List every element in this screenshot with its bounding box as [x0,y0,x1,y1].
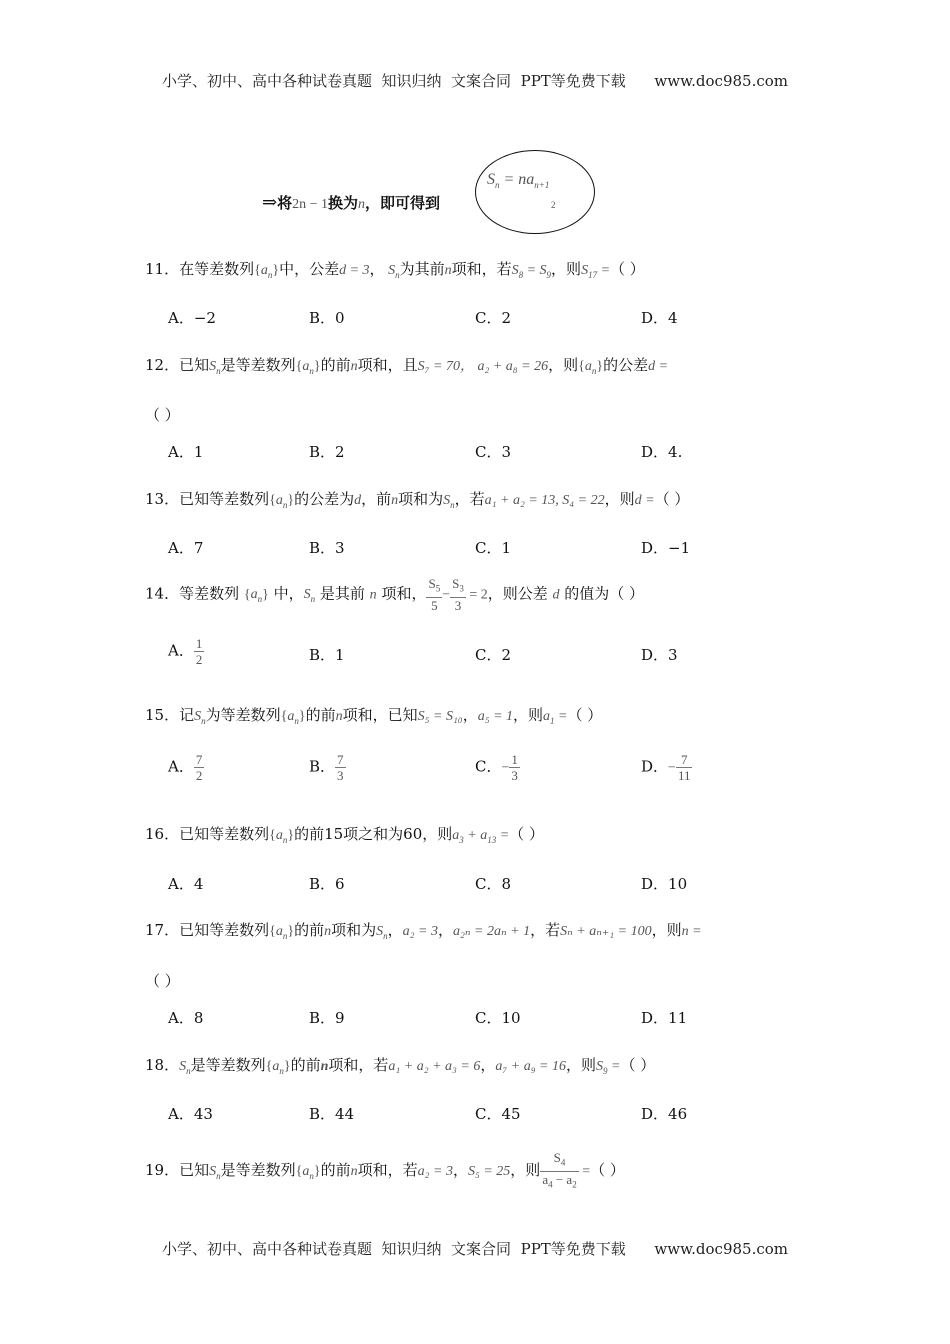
formula-sn-denominator: 2 [551,200,556,210]
option-b[interactable]: B．3 [309,539,345,557]
option-a[interactable]: A．4 [168,875,204,893]
option-c[interactable]: C．8 [475,875,512,893]
question-12-paren: （ ） [145,406,180,424]
option-d[interactable]: D．4 [641,309,678,327]
option-b[interactable]: B．9 [309,1009,345,1027]
option-c[interactable]: C．− $\frac{1}{3}$ [475,752,518,783]
intro-line: ⇒将2n − 1换为n，即可得到 [262,192,441,213]
page-footer [0,1238,950,1259]
question-11: 11．在等差数列$\{a_n\}$中，公差d = 3， $S_n$为其前n项和，若$S_8 = S_9$，则$S_{17}$ =（ ） [145,260,645,280]
option-b[interactable]: B．1 [309,646,345,664]
question-13-options [168,537,868,561]
question-19: 19．已知$S_n$是等差数列$\{a_n\}$的前n项和，若a₂ = 3，S₅ = 25，则 $\frac{S_4}{a_4 - a_2}$ =（ ） [145,1150,625,1190]
option-d[interactable]: D．4. [641,443,683,461]
option-c[interactable]: C．10 [475,1009,521,1027]
option-d[interactable]: D．46 [641,1105,688,1123]
option-b[interactable]: B．2 [309,443,345,461]
option-d[interactable]: D．−1 [641,539,691,557]
option-c[interactable]: C．2 [475,309,512,327]
question-17-options [168,1007,868,1031]
formula-sn: $S_n = na_{n+1}$ [487,171,550,191]
footer-site: www.doc985.com [654,1240,788,1258]
option-b[interactable]: B．44 [309,1105,355,1123]
option-b[interactable]: B．0 [309,309,345,327]
option-c[interactable]: C．45 [475,1105,521,1123]
question-11-options [168,307,868,331]
option-b[interactable]: B．6 [309,875,345,893]
option-a[interactable]: A．43 [168,1105,213,1123]
highlight-circle [475,150,595,234]
option-a[interactable]: A．−2 [168,309,216,327]
question-12: 12．已知$S_n$是等差数列$\{a_n\}$的前n项和，且S₇ = 70， a₂ + a₈ = 26，则$\{a_n\}$的公差d = [145,356,669,376]
option-d[interactable]: D．− $\frac{7}{11}$ [641,752,691,783]
option-c[interactable]: C．1 [475,539,512,557]
option-a[interactable]: A．8 [168,1009,204,1027]
question-16: 16．已知等差数列$\{a_n\}$的前15项之和为60，则$a_3 + a_{13}$ =（ ） [145,825,544,845]
question-12-options [168,441,868,465]
question-14-options [168,636,868,667]
option-a[interactable]: A．1 [168,443,204,461]
option-c[interactable]: C．3 [475,443,512,461]
header-text: 小学、初中、高中各种试卷真题 知识归纳 文案合同 PPT等免费下载 [161,72,626,90]
question-14: 14．等差数列 $\{a_n\}$ 中，$S_n$ 是其前 n 项和， $\frac{S_5}{5}$ − $\frac{S_3}{3}$ = 2，则公差 d 的值为（ ） [145,576,645,613]
option-d[interactable]: D．3 [641,646,678,664]
question-18-options [168,1103,868,1127]
option-d[interactable]: D．11 [641,1009,688,1027]
question-17: 17．已知等差数列$\{a_n\}$的前n项和为$S_n$，a₂ = 3，a₂ₙ = 2aₙ + 1，若Sₙ + aₙ₊₁ = 100，则n = [145,921,702,941]
question-16-options [168,873,868,897]
option-c[interactable]: C．2 [475,646,512,664]
question-18: 18．$S_n$是等差数列$\{a_n\}$的前n项和，若a₁ + a₂ + a₃ = 6，a₇ + a₉ = 16，则$S_9$ =（ ） [145,1056,656,1076]
option-b[interactable]: B． $\frac{7}{3}$ [309,752,344,783]
footer-text: 小学、初中、高中各种试卷真题 知识归纳 文案合同 PPT等免费下载 [161,1240,626,1258]
question-13: 13．已知等差数列$\{a_n\}$的公差为d，前n项和为$S_n$，若a₁ + a₂ = 13, S₄ = 22，则d =（ ） [145,490,690,510]
page-header [0,70,950,91]
option-a[interactable]: A．7 [168,539,204,557]
question-15-options [168,752,868,783]
option-a[interactable]: A． $\frac{1}{2}$ [168,636,203,667]
question-17-paren: （ ） [145,972,180,990]
option-a[interactable]: A． $\frac{7}{2}$ [168,752,203,783]
option-d[interactable]: D．10 [641,875,688,893]
header-site: www.doc985.com [654,72,788,90]
question-15: 15．记$S_n$为等差数列$\{a_n\}$的前n项和，已知S₅ = S₁₀，a₅ = 1，则$a_1$ =（ ） [145,706,603,726]
